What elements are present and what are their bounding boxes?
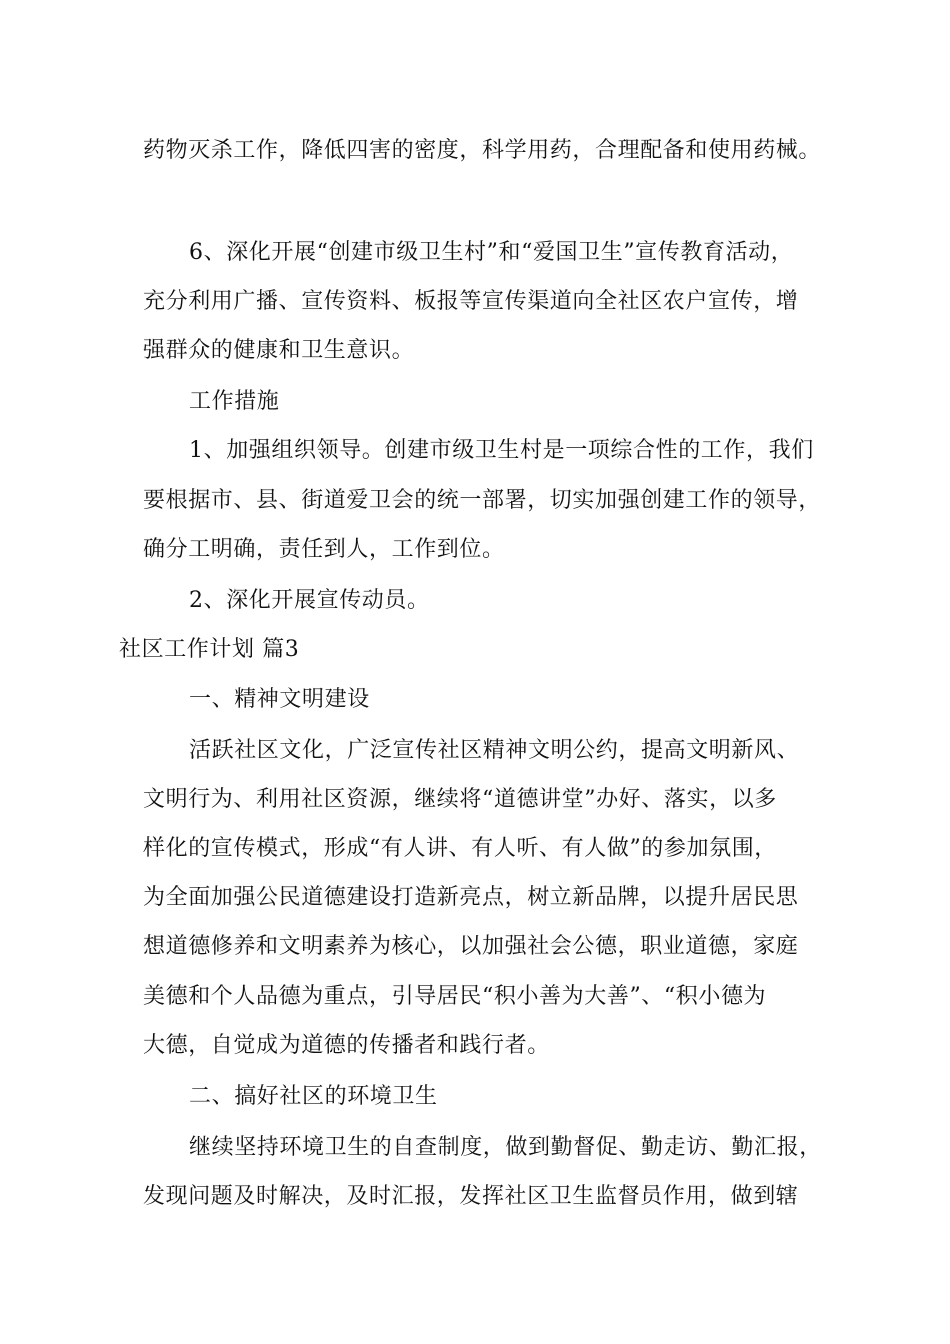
text-line: 强群众的健康和卫生意识。 (143, 338, 415, 363)
text-line: 要根据市、县、街道爱卫会的统一部署，切实加强创建工作的领导， (143, 488, 822, 513)
text-line: 充分利用广播、宣传资料、板报等宣传渠道向全社区农户宣传，增 (143, 289, 799, 314)
text-line: 大德，自觉成为道德的传播者和践行者。 (143, 1033, 550, 1058)
section-heading: 二、搞好社区的环境卫生 (189, 1084, 438, 1109)
article-title: 社区工作计划 篇3 (119, 637, 300, 662)
text-line: 6、深化开展“创建市级卫生村”和“爱国卫生”宣传教育活动， (189, 240, 794, 265)
text-line: 想道德修养和文明素养为核心，以加强社会公德，职业道德，家庭 (143, 934, 799, 959)
section-heading: 工作措施 (189, 389, 280, 414)
section-heading: 一、精神文明建设 (189, 687, 370, 712)
text-line: 1、加强组织领导。创建市级卫生村是一项综合性的工作，我们 (189, 438, 814, 463)
text-line: 文明行为、利用社区资源，继续将“道德讲堂”办好、落实，以多 (143, 787, 777, 812)
text-line: 2、深化开展宣传动员。 (189, 588, 430, 613)
text-line: 确分工明确，责任到人，工作到位。 (143, 537, 505, 562)
text-line: 活跃社区文化，广泛宣传社区精神文明公约，提高文明新风、 (189, 738, 800, 763)
text-line: 为全面加强公民道德建设打造新亮点，树立新品牌，以提升居民思 (143, 885, 799, 910)
text-line: 美德和个人品德为重点，引导居民“积小善为大善”、“积小德为 (143, 984, 767, 1009)
text-line: 继续坚持环境卫生的自查制度，做到勤督促、勤走访、勤汇报， (189, 1135, 822, 1160)
text-line: 发现问题及时解决，及时汇报，发挥社区卫生监督员作用，做到辖 (143, 1184, 799, 1209)
text-line: 药物灭杀工作，降低四害的密度，科学用药，合理配备和使用药械。 (143, 138, 822, 163)
text-line: 样化的宣传模式，形成“有人讲、有人听、有人做”的参加氛围， (143, 836, 777, 861)
